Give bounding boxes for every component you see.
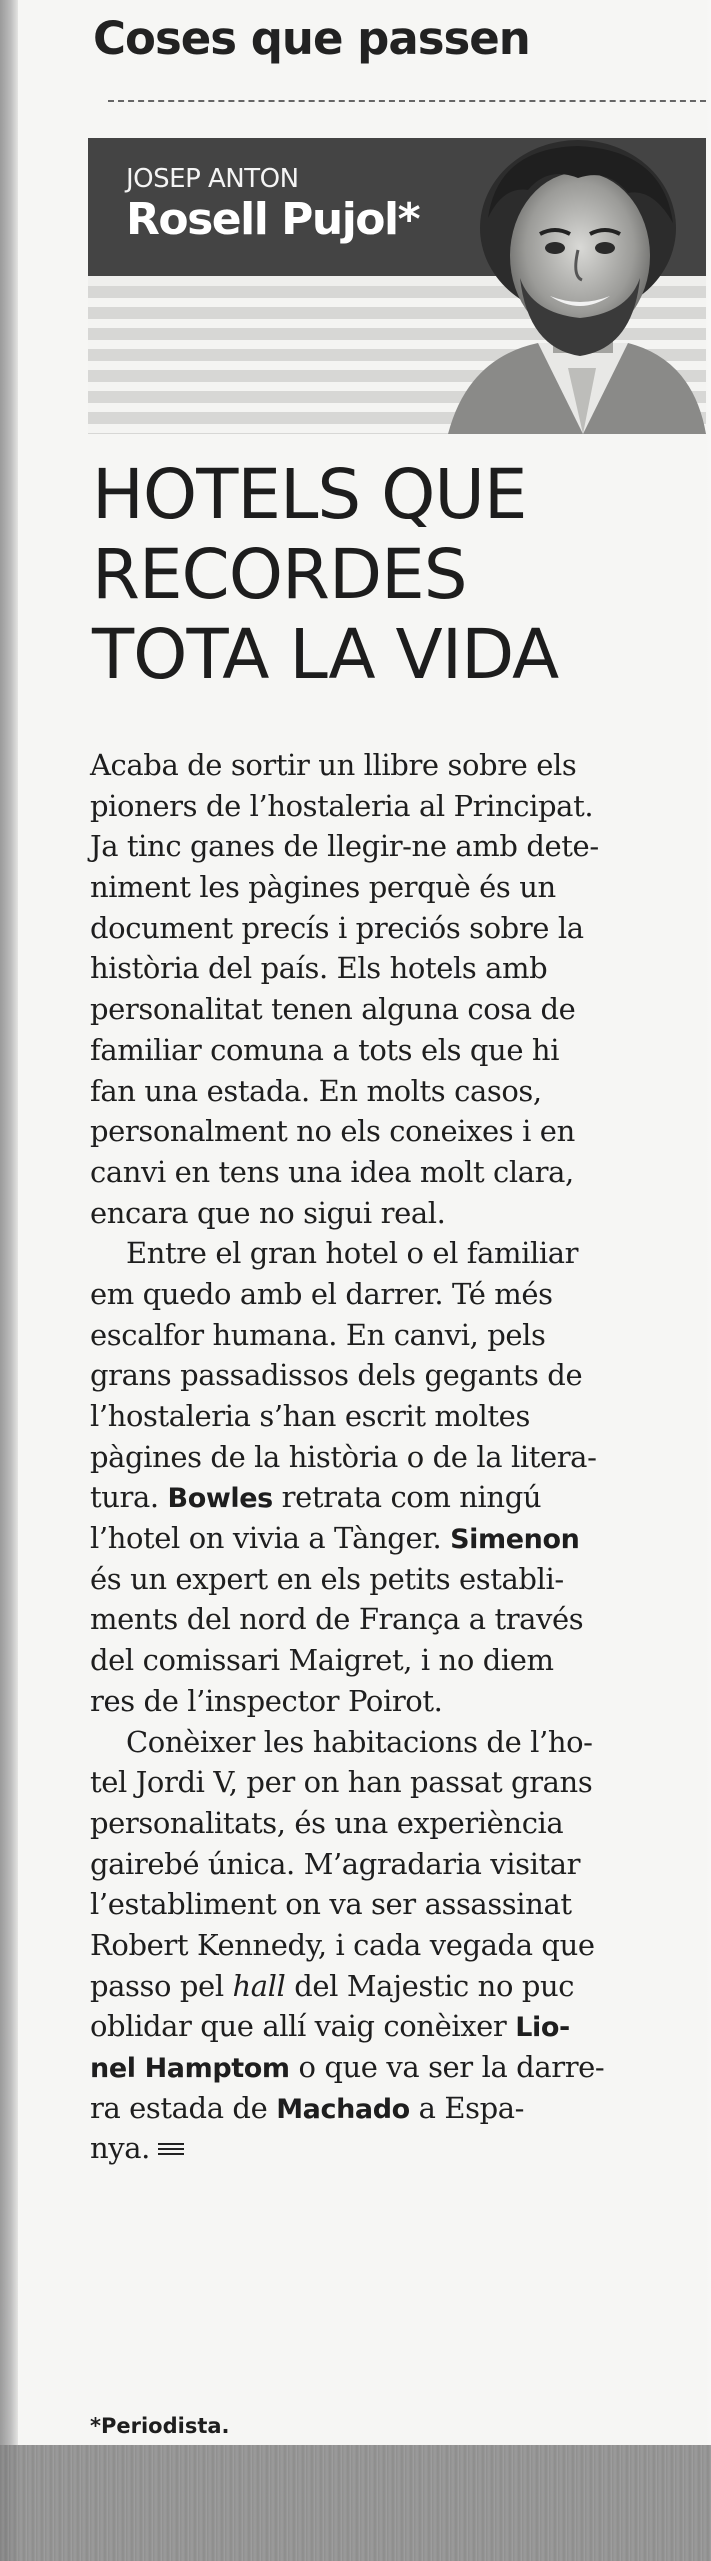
highlighted-name: Bowles <box>167 1483 273 1515</box>
article-line <box>90 1966 690 2007</box>
article-line <box>90 1640 690 1681</box>
article-text: familiar comuna a tots els que hi <box>90 1032 560 1067</box>
article-line <box>90 786 690 827</box>
article-line <box>90 1518 690 1559</box>
article-text: res de l’inspector Poirot. <box>90 1683 443 1718</box>
article-line <box>90 1803 690 1844</box>
article-text: em quedo amb el darrer. Té més <box>90 1276 553 1311</box>
article-text: canvi en tens una idea molt clara, <box>90 1154 574 1189</box>
article-text: encara que no sigui real. <box>90 1195 446 1230</box>
article-line <box>90 1925 690 1966</box>
author-last-name: Rosell Pujol* <box>126 194 420 245</box>
article-text: passo pel <box>90 1968 233 2003</box>
article-text: personalitats, és una experiència <box>90 1805 564 1840</box>
article-text: niment les pàgines perquè és un <box>90 870 556 905</box>
highlighted-name: Machado <box>276 2093 410 2125</box>
article-line <box>90 1559 690 1600</box>
article-line <box>90 1111 690 1152</box>
highlighted-name: Simenon <box>450 1524 580 1556</box>
article-text: a Espa- <box>409 2090 525 2125</box>
article-line <box>90 1844 690 1885</box>
highlighted-name: Lio- <box>515 2012 570 2044</box>
article-text: document precís i preciós sobre la <box>90 910 584 945</box>
article-text: Robert Kennedy, i cada vegada que <box>90 1927 595 1962</box>
author-banner <box>88 138 706 434</box>
article-text: del comissari Maigret, i no diem <box>90 1643 554 1678</box>
article-text: l’establiment on va ser assassinat <box>90 1887 572 1922</box>
article-line <box>90 989 690 1030</box>
article-text: nya. <box>90 2131 150 2166</box>
article-text: Entre el gran hotel o el familiar <box>126 1236 579 1271</box>
article-line <box>90 1599 690 1640</box>
end-mark-icon <box>158 2143 184 2157</box>
article-line <box>90 1274 690 1315</box>
author-photo <box>428 138 706 434</box>
article-text: tel Jordi V, per on han passat grans <box>90 1765 593 1800</box>
article-text: ra estada de <box>90 2090 277 2125</box>
article-line <box>90 1193 690 1234</box>
article-line <box>90 1152 690 1193</box>
article-text: l’hostaleria s’han escrit moltes <box>90 1399 530 1433</box>
article-text: pioners de l’hostaleria al Principat. <box>90 788 594 823</box>
article-line <box>90 745 690 786</box>
section-divider <box>108 100 706 102</box>
article-line <box>90 1681 690 1722</box>
article-line <box>90 2006 690 2047</box>
scan-edge-bottom <box>0 2445 711 2561</box>
article-text: és un expert en els petits establi- <box>90 1561 564 1596</box>
article-text: fan una estada. En molts casos, <box>90 1073 542 1108</box>
headline-line: HOTELS QUE <box>92 455 527 535</box>
article-line <box>90 1477 690 1518</box>
article-line <box>90 948 690 989</box>
article-line <box>90 908 690 949</box>
article-line <box>90 1315 690 1356</box>
article-headline <box>92 455 692 695</box>
article-text: del Majestic no puc <box>285 1968 575 2003</box>
article-line <box>90 1722 690 1763</box>
newspaper-column <box>18 0 711 2445</box>
article-text: personalitat tenen alguna cosa de <box>90 992 576 1027</box>
article-text: història del país. Els hotels amb <box>90 951 548 986</box>
article-text: o que va ser la darre- <box>289 2050 605 2084</box>
article-body <box>90 745 690 2169</box>
article-text: grans passadissos dels gegants de <box>90 1358 583 1393</box>
author-first-name: JOSEP ANTON <box>126 164 299 194</box>
article-line <box>90 1233 690 1274</box>
headline-line: RECORDES <box>92 535 467 615</box>
article-line <box>90 1437 690 1478</box>
article-text: l’hotel on vivia a Tànger. <box>90 1521 451 1556</box>
highlighted-name: nel Hamptom <box>90 2053 290 2084</box>
article-line <box>90 867 690 908</box>
article-text: gairebé única. M’agradaria visitar <box>90 1846 581 1881</box>
article-line <box>90 1071 690 1112</box>
article-line <box>90 1396 690 1437</box>
article-line <box>90 1355 690 1396</box>
article-text: pàgines de la història o de la litera- <box>90 1439 597 1474</box>
article-line <box>90 2128 690 2169</box>
article-line <box>90 2088 690 2129</box>
article-line <box>90 826 690 867</box>
article-text: escalfor humana. En canvi, pels <box>90 1317 546 1352</box>
article-text: tura. <box>90 1480 168 1515</box>
article-text: Acaba de sortir un llibre sobre els <box>90 748 577 782</box>
author-footnote: *Periodista. <box>90 2414 230 2438</box>
article-text: oblidar que allí vaig conèixer <box>90 2009 516 2044</box>
italic-word: hall <box>232 1968 286 2003</box>
article-text: Conèixer les habitacions de l’ho- <box>126 1724 593 1759</box>
page-right-edge <box>706 0 711 2445</box>
headline-line: TOTA LA VIDA <box>92 615 559 695</box>
scan-edge-left <box>0 0 18 2561</box>
article-line <box>90 2047 690 2088</box>
article-line <box>90 1762 690 1803</box>
section-title: Coses que passen <box>93 12 530 65</box>
article-text: personalment no els coneixes i en <box>90 1114 575 1149</box>
article-line <box>90 1884 690 1925</box>
article-text: retrata com ningú <box>272 1480 542 1515</box>
article-text: ments del nord de França a través <box>90 1602 584 1637</box>
article-text: Ja tinc ganes de llegir-ne amb dete- <box>90 829 599 864</box>
article-line <box>90 1030 690 1071</box>
